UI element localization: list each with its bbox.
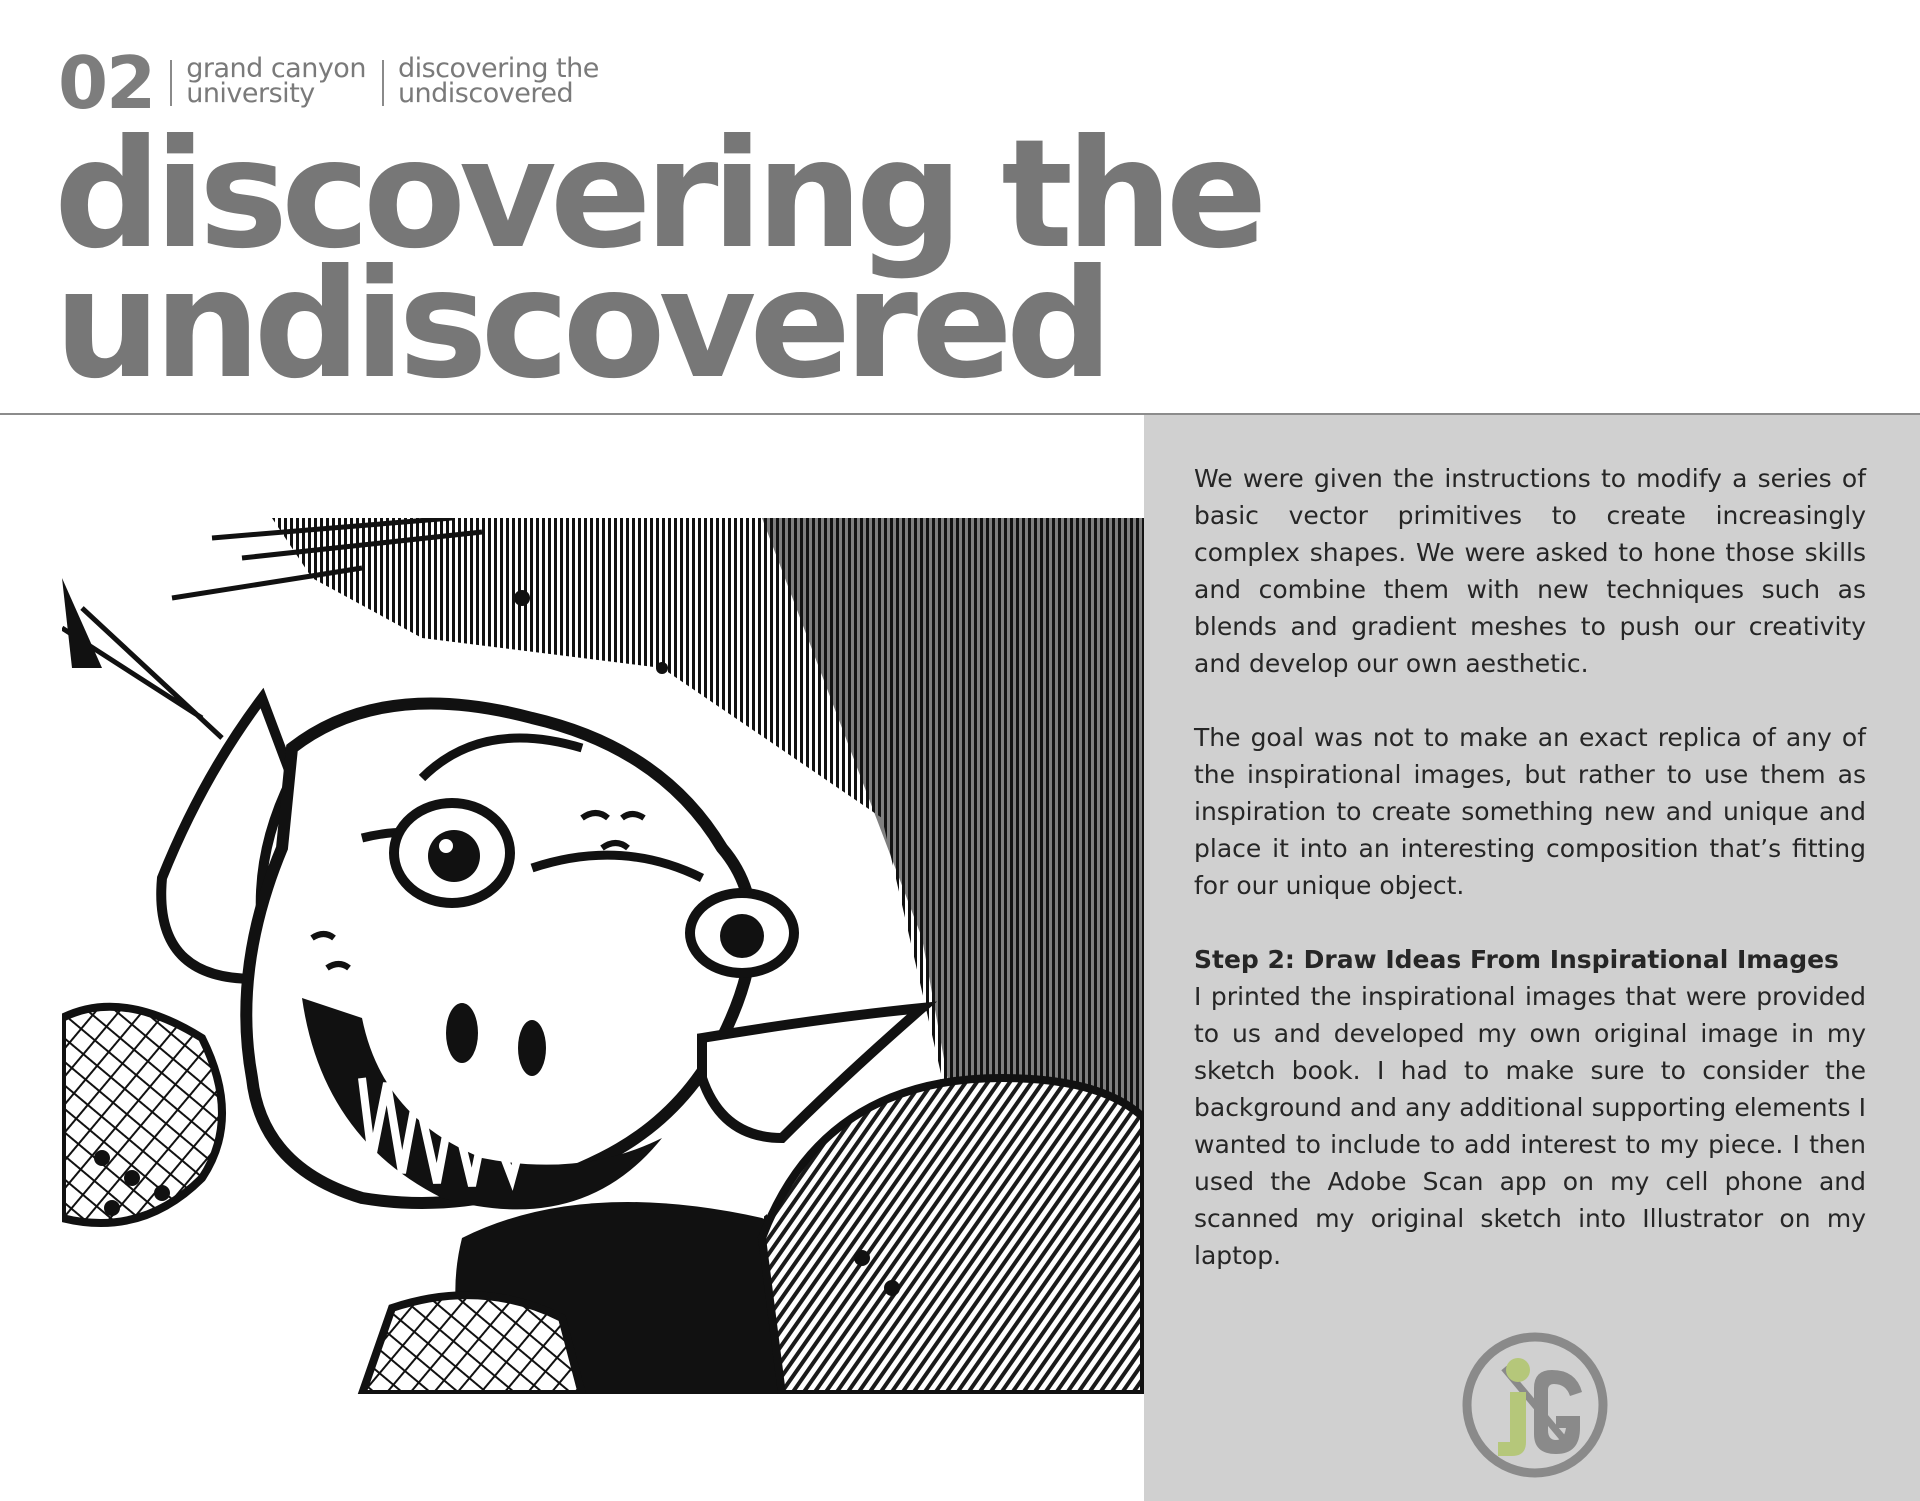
- header-divider: [170, 60, 172, 106]
- title-line-2: undiscovered: [54, 238, 1107, 412]
- paragraph-step: I printed the inspirational images that were provided to us and developed my own original image in my sketch book. I had to make sure to consider the background and any additional supporting elements I wanted to include to add interest to my piece. I then used the Adobe Scan app on my cell phone and scanned my original sketch into Illustrator on my laptop.: [1194, 982, 1866, 1270]
- crumb-project-line2: undiscovered: [397, 78, 574, 109]
- header-divider: [382, 60, 384, 106]
- jg-monogram-logo: [1460, 1330, 1610, 1480]
- step-heading: Step 2: Draw Ideas From Inspirational Images: [1194, 945, 1839, 974]
- paragraph-goal: The goal was not to make an exact replica of any of the inspirational images, but rather to use them as inspiration to create something new and unique and place it into an interesting composition that’s fitting for our unique object.: [1194, 723, 1866, 900]
- crumb-school-line2: university: [186, 78, 315, 109]
- body-copy: [1194, 460, 1866, 1274]
- title-line-1: discovering the: [54, 108, 1261, 282]
- crumb-school-line1: grand canyon: [186, 53, 366, 84]
- paragraph-intro: We were given the instructions to modify a series of basic vector primitives to create increasingly complex shapes. We were asked to hone those skills and combine them with new techniques such as blends and gradient meshes to push our creativity and develop our own aesthetic.: [1194, 464, 1866, 678]
- page-title: [54, 108, 1261, 412]
- crumb-project: [397, 53, 599, 109]
- monster-sketch-illustration: [62, 518, 1144, 1394]
- page-number: 02: [58, 41, 155, 125]
- step-section: [1194, 941, 1866, 1274]
- crumb-project-line1: discovering the: [397, 53, 599, 84]
- crumb-school: [186, 53, 366, 109]
